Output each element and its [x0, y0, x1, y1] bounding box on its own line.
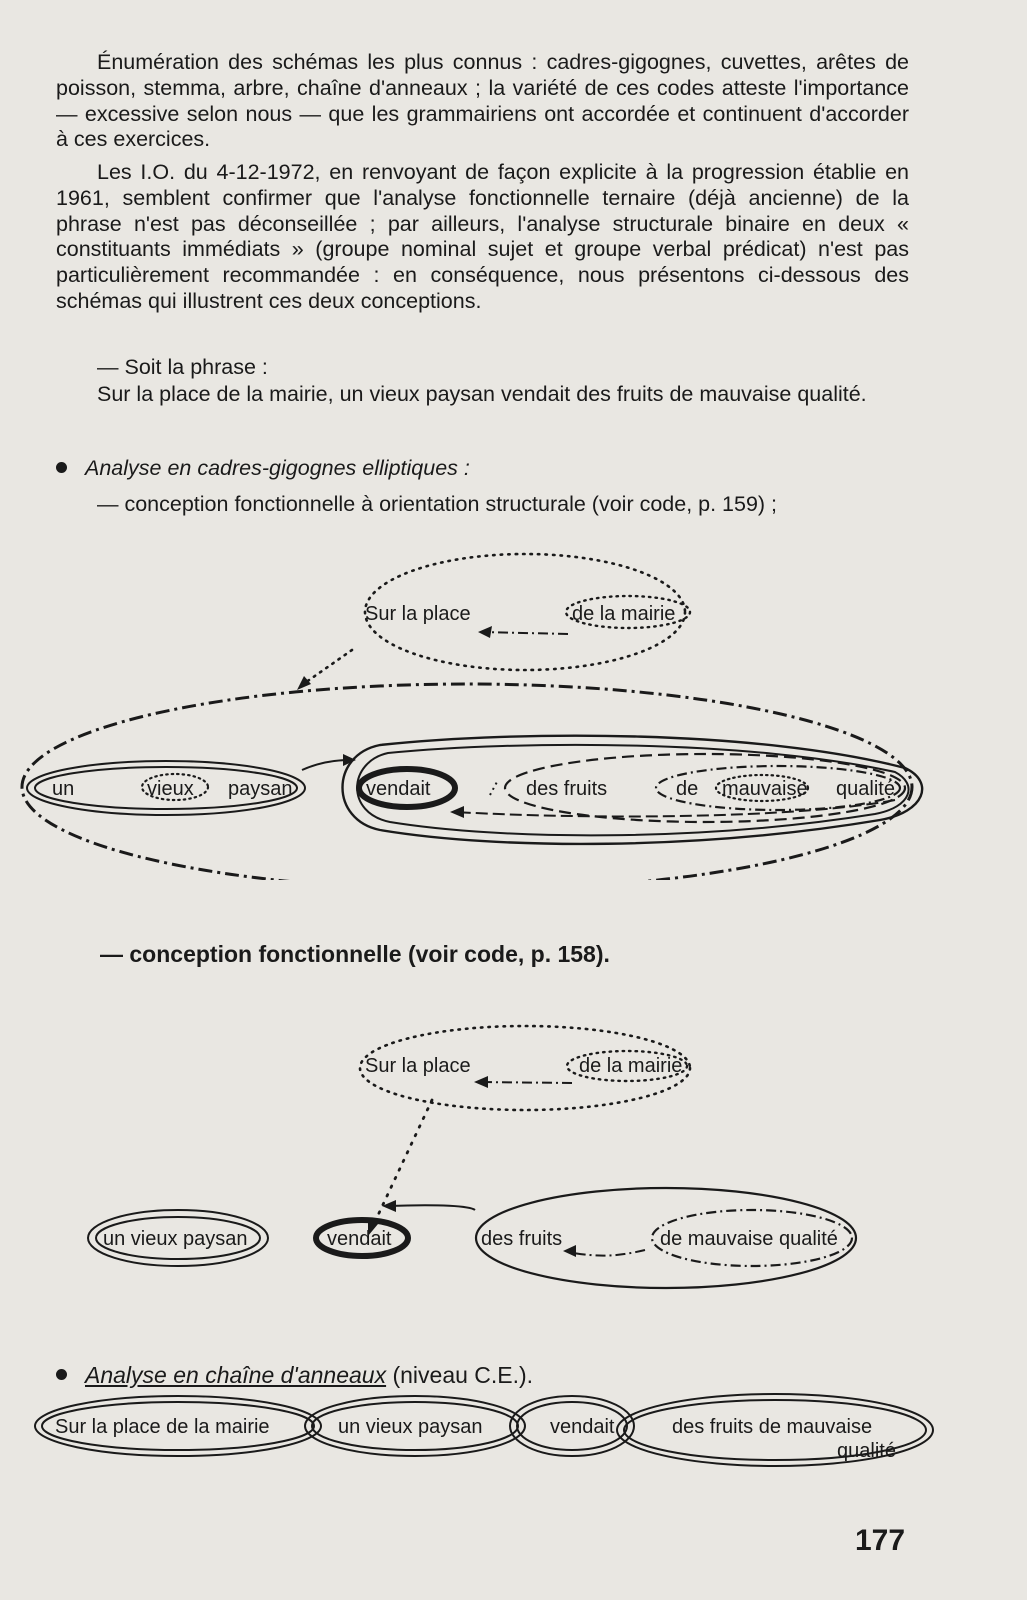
arrowhead-icon	[382, 1200, 396, 1212]
dotted-arrow-line	[372, 1100, 432, 1228]
label-des-fruits: des fruits	[481, 1228, 563, 1250]
label-de: de	[676, 778, 699, 800]
paragraph-phrase-intro: — Soit la phrase :	[97, 355, 268, 379]
arrowhead-icon	[478, 626, 492, 638]
arrow-line	[482, 632, 568, 634]
paragraph-instructions: Les I.O. du 4-12-1972, en renvoyant de façon explicite à la progression établie en 1961, semblent confirmer que l'analyse fonctionnelle ternaire (déjà ancienne) de la phrase n'est pas déconseillée ; par ailleurs, l'analyse structurale binaire en deux « constituants immédiats » (groupe nominal sujet et groupe verbal prédicat) n'est pas particulièrement recommandée : en conséquence, nous présentons ci-dessous des schémas qui illustrent ces deux conceptions.	[56, 160, 909, 313]
heading-cadres-gigognes-text: Analyse en cadres-gigognes elliptiques :	[85, 456, 470, 480]
ellipse-predicate-inner	[357, 745, 908, 835]
label-un: un	[52, 778, 75, 800]
label-ring-3: vendait	[550, 1416, 615, 1438]
label-un-vieux-paysan: un vieux paysan	[103, 1228, 248, 1250]
label-ring-4-line1: des fruits de mauvaise	[672, 1416, 873, 1438]
heading-chaine-anneaux	[56, 1362, 909, 1388]
diagram-structural	[0, 550, 1027, 880]
arrowhead-icon	[297, 676, 311, 690]
diagram-chain	[0, 1390, 1027, 1490]
diagram-functional	[0, 1020, 1027, 1320]
label-sur-la-place: Sur la place	[365, 603, 471, 625]
label-de-la-mairie: de la mairie	[579, 1055, 683, 1077]
arrowhead-icon	[563, 1245, 576, 1257]
label-qualite: qualité	[836, 778, 895, 800]
dotted-arrow-line	[302, 650, 352, 685]
subheading-structural: — conception fonctionnelle à orientation structurale (voir code, p. 159) ;	[97, 492, 778, 516]
paragraph-example-sentence: Sur la place de la mairie, un vieux paysan vendait des fruits de mauvaise qualité.	[97, 382, 867, 406]
label-ring-2: un vieux paysan	[338, 1416, 483, 1438]
label-vendait: vendait	[366, 778, 431, 800]
heading-chaine-anneaux-rest: (niveau C.E.).	[386, 1362, 534, 1388]
bullet-icon	[56, 462, 67, 473]
label-ring-1: Sur la place de la mairie	[55, 1416, 270, 1438]
label-des-fruits: des fruits	[526, 778, 608, 800]
bullet-icon	[56, 1369, 67, 1380]
page-number: 177	[855, 1524, 906, 1557]
heading-chaine-anneaux-italic: Analyse en chaîne d'anneaux	[85, 1362, 387, 1388]
label-vendait: vendait	[327, 1228, 392, 1250]
label-de-mauvaise-qualite: de mauvaise qualité	[660, 1228, 838, 1250]
arrowhead-icon	[450, 806, 464, 818]
paragraph-intro: Énumération des schémas les plus connus : cadres-gigognes, cuvettes, arêtes de poisson, stemma, arbre, chaîne d'anneaux ; la variété de ces codes atteste l'importance — excessive selon nous — que les grammairiens ont accordée et continuent d'accorder à ces exercices.	[56, 50, 909, 152]
label-paysan: paysan	[228, 778, 293, 800]
label-ring-4-line2: qualité	[837, 1440, 896, 1462]
heading-cadres-gigognes	[56, 455, 909, 481]
label-sur-la-place: Sur la place	[365, 1055, 471, 1077]
label-de-la-mairie: de la mairie	[572, 603, 676, 625]
label-mauvaise: mauvaise	[722, 778, 808, 800]
label-vieux: vieux	[147, 778, 194, 800]
arrowhead-icon	[474, 1076, 488, 1088]
subheading-functional: — conception fonctionnelle (voir code, p. 158).	[100, 941, 610, 967]
